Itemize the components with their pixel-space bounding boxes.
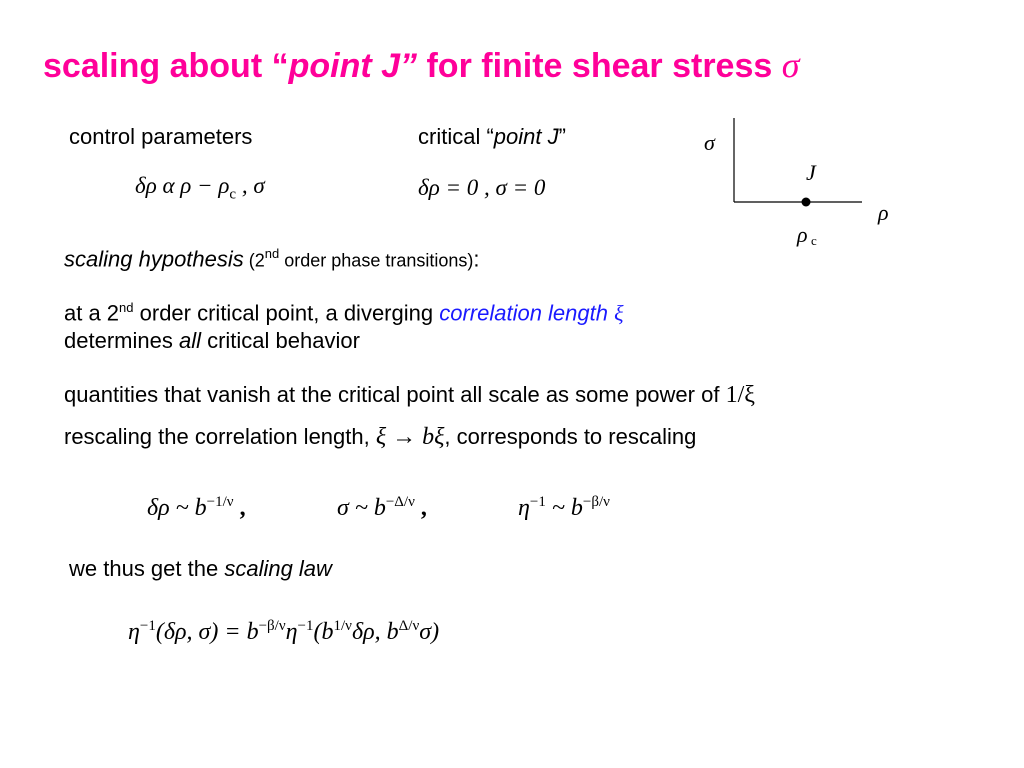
scaling-eta-lhs: η — [518, 495, 530, 521]
scaling-sigma-sep: , — [414, 495, 427, 521]
scaling-rho-lhs: δρ ~ b — [147, 495, 207, 521]
scaling-rho-sep: , — [233, 495, 246, 521]
title-pre: scaling about “ — [43, 47, 289, 85]
hypothesis-paren-post: order phase transitions) — [279, 250, 474, 271]
scaling-rho-exp: −1/ν — [206, 494, 234, 510]
p3-math: ξ → bξ — [375, 424, 445, 450]
p1-pre: at a 2 — [64, 300, 120, 326]
hypothesis-paren-sup: nd — [264, 246, 280, 261]
law-formula-c-exp: −1 — [297, 618, 314, 634]
p2-math: 1/ξ — [725, 382, 755, 408]
scaling-sigma-exp: −Δ/ν — [385, 494, 415, 510]
control-parameters-formula — [135, 173, 265, 204]
p1-sup: nd — [119, 300, 134, 315]
critical-formula: δρ = 0 , σ = 0 — [418, 175, 546, 200]
p1-line2-post: critical behavior — [200, 328, 360, 353]
law-formula-d-exp: 1/ν — [333, 618, 352, 634]
p3-post: , corresponds to rescaling — [444, 424, 697, 449]
hypothesis-paren-pre: (2 — [243, 250, 265, 271]
control-formula-main: δρ α ρ − ρ — [135, 173, 230, 198]
p1-xi: ξ — [614, 300, 624, 326]
law-formula-f: σ) — [419, 619, 440, 645]
control-formula-sub: c — [229, 186, 237, 203]
paragraph-correlation-line2 — [64, 328, 360, 354]
law-formula-b-exp: −β/ν — [258, 618, 286, 634]
p1-line2-pre: determines — [64, 328, 179, 353]
law-formula-a-exp: −1 — [139, 618, 156, 634]
hypothesis-colon: : — [473, 246, 480, 272]
paragraph-vanish — [64, 382, 755, 409]
hypothesis-title: scaling hypothesis — [64, 246, 244, 272]
law-formula-d: (b — [313, 619, 334, 645]
scaling-eta-lhs-exp: −1 — [529, 494, 546, 510]
paragraph-correlation-line1 — [64, 300, 624, 326]
law-formula-c: η — [285, 619, 298, 645]
title-sigma: σ — [781, 45, 800, 85]
scaling-law-intro — [69, 556, 332, 582]
p1-correlation-length: correlation length — [439, 300, 615, 326]
diagram-rho-c-sub: c — [811, 233, 817, 248]
diagram-rho-label: ρ — [878, 200, 889, 225]
scaling-eta-exp: −β/ν — [582, 494, 610, 510]
point-j-dot — [802, 198, 811, 207]
law-formula-a: η — [128, 619, 140, 645]
diagram-rho-c-label: ρ — [797, 222, 808, 247]
critical-label-point-j: point J — [493, 124, 559, 149]
scaling-hypothesis-heading — [64, 246, 480, 272]
law-formula-e-exp: Δ/ν — [398, 618, 420, 634]
p1-mid: order critical point, a diverging — [133, 300, 440, 326]
p3-pre: rescaling the correlation length, — [64, 424, 376, 449]
scaling-law-formula — [128, 618, 439, 646]
title-point-j: point J” — [288, 47, 418, 85]
law-formula-e: δρ, b — [351, 619, 399, 645]
phase-diagram — [690, 110, 910, 250]
p1-line2-all: all — [178, 328, 201, 353]
paragraph-rescaling — [64, 424, 696, 451]
control-formula-tail: , σ — [236, 173, 265, 198]
scaling-eta-mid: ~ b — [545, 495, 583, 521]
title-post: for finite shear stress — [417, 47, 782, 85]
law-pre: we thus get the — [69, 556, 225, 581]
diagram-j-label: J — [806, 160, 816, 185]
law-formula-b: (δρ, σ) = b — [155, 619, 259, 645]
critical-point-formula — [418, 175, 545, 201]
scaling-relation-rho — [147, 494, 246, 522]
law-scaling-law: scaling law — [224, 556, 332, 581]
scaling-relation-sigma — [337, 494, 427, 522]
critical-label-post: ” — [558, 124, 566, 149]
scaling-relation-eta — [518, 494, 610, 522]
scaling-sigma-lhs: σ ~ b — [337, 495, 386, 521]
slide-title — [43, 44, 799, 86]
critical-label-pre: critical “ — [418, 124, 494, 149]
critical-point-label — [418, 124, 566, 150]
control-parameters-label: control parameters — [69, 124, 253, 149]
p2-text: quantities that vanish at the critical point all scale as some power of — [64, 382, 726, 407]
diagram-sigma-label: σ — [704, 130, 715, 155]
